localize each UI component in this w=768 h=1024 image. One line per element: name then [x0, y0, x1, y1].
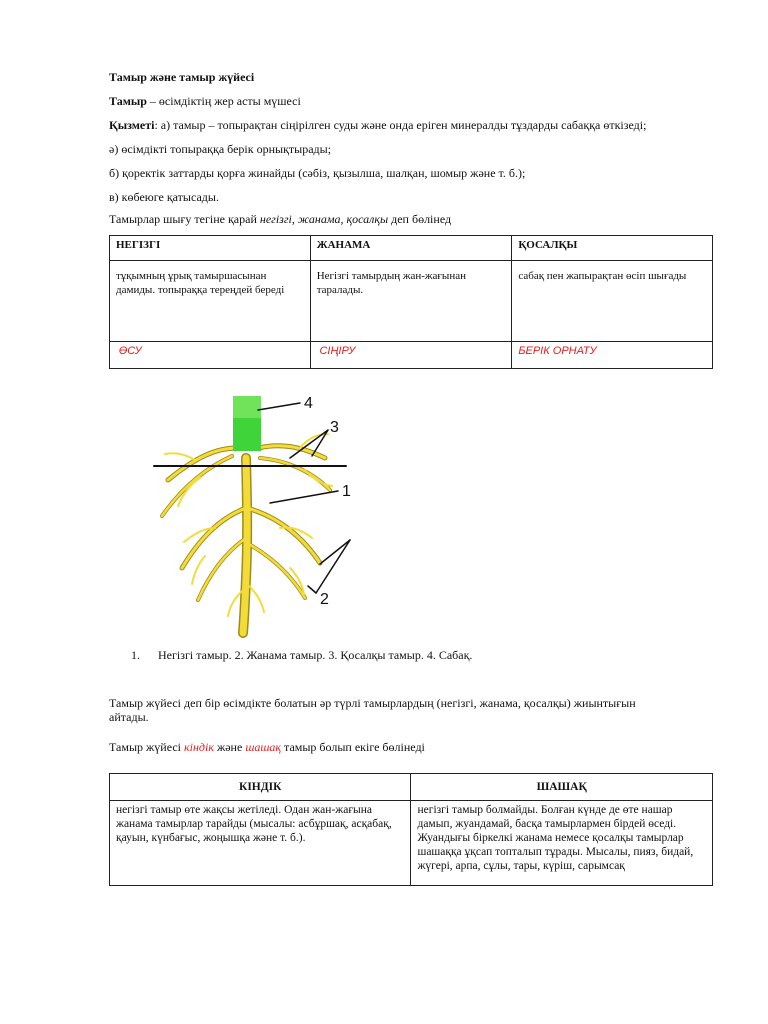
header-taproot: КІНДІК — [110, 774, 411, 801]
figure-label: 2 — [320, 591, 329, 608]
header-main: НЕГІЗГІ — [110, 236, 311, 261]
keyword-adventitious: қосалқы — [346, 212, 389, 226]
definition-term: Тамыр — [109, 94, 147, 108]
stem-highlight — [233, 396, 261, 418]
definition-line: айтады. — [109, 710, 149, 724]
keyword-taproot: кіндік — [184, 740, 214, 754]
cell-taproot: негізгі тамыр өте жақсы жетіледі. Одан жан-жағына жанама тамырлар тарайды (мысалы: асбұршақ, асқабақ, қауын, күнбағыс, жоңышқа және т. б.). — [110, 801, 411, 886]
keyword-fibrous: шашақ — [245, 740, 282, 754]
table-row — [110, 801, 713, 886]
header-fibrous: ШАШАҚ — [411, 774, 713, 801]
function-text: : а) тамыр – топырақтан сіңірілген суды және онда еріген минералды тұздарды сабаққа өткізеді; — [154, 118, 647, 132]
cell-adventitious-function — [512, 342, 713, 369]
cell-main-desc: тұқымның ұрық тамыршасынан дамиды. топыраққа тереңдей береді — [110, 261, 311, 342]
cell-main-function — [110, 342, 311, 369]
table-header-row — [110, 774, 713, 801]
caption-text: Негізгі тамыр. 2. Жанама тамыр. 3. Қосалқы тамыр. 4. Сабақ. — [158, 648, 473, 662]
function-keyword: БЕРІК ОРНАТУ — [518, 345, 597, 357]
function-term: Қызметі — [109, 118, 155, 132]
root-system-diagram — [140, 388, 380, 638]
definition-line — [109, 94, 301, 108]
intro-text-end: деп бөлінед — [388, 212, 452, 226]
separator: , — [291, 212, 298, 226]
function-keyword: СІҢІРУ — [319, 345, 356, 357]
figure-caption — [131, 648, 472, 663]
keyword-main: негізгі — [259, 212, 292, 226]
root-fill — [162, 434, 332, 633]
figure-label: 4 — [304, 395, 313, 412]
separator: , — [340, 212, 347, 226]
table-row — [110, 261, 713, 342]
figure-label: 1 — [342, 483, 351, 500]
function-item: ә) өсімдікті топыраққа берік орнықтырады; — [109, 142, 332, 156]
function-keyword: ӨСУ — [118, 345, 142, 357]
function-item: в) көбеюге қатысады. — [109, 190, 219, 204]
caption-number: 1. — [131, 648, 140, 662]
cell-lateral-desc: Негізгі тамырдың жан-жағынан таралады. — [310, 261, 512, 342]
system-types-intro — [109, 740, 425, 754]
header-adventitious: ҚОСАЛҚЫ — [512, 236, 713, 261]
definition-text: – өсімдіктің жер асты мүшесі — [146, 94, 301, 108]
intro-text-end: тамыр болып екіге бөлінеді — [281, 740, 425, 754]
cell-lateral-function — [310, 342, 512, 369]
cell-adventitious-desc: сабақ пен жапырақтан өсіп шығады — [512, 261, 713, 342]
function-line — [109, 118, 646, 132]
roots-illustration — [154, 395, 351, 633]
header-lateral: ЖАНАМА — [310, 236, 512, 261]
figure-label: 3 — [330, 419, 339, 436]
table-header-row — [110, 236, 713, 261]
definition-line: Тамыр жүйесі деп бір өсімдікте болатын әр түрлі тамырлардың (негізгі, жанама, қосалқы) жиынтығын — [109, 696, 636, 710]
root-system-definition — [109, 696, 713, 724]
root-system-table — [109, 773, 713, 886]
intro-text: Тамырлар шығу тегіне қарай — [109, 212, 260, 226]
page-title: Тамыр және тамыр жүйесі — [109, 70, 255, 84]
keyword-lateral: жанама — [297, 212, 341, 226]
intro-text: және — [213, 740, 246, 754]
classification-intro — [109, 212, 451, 226]
function-item: б) қоректік заттарды қорға жинайды (сәбіз, қызылша, шалқан, шомыр және т. б.); — [109, 166, 526, 180]
intro-text: Тамыр жүйесі — [109, 740, 185, 754]
table-row — [110, 342, 713, 369]
root-types-table — [109, 235, 713, 369]
cell-fibrous: негізгі тамыр болмайды. Болған күнде де өте нашар дамып, жуандамай, басқа тамырлармен бірдей өседі. Жуандығы біркелкі жанама немесе қосалқы тамырлар шашаққа ұқсап топталып тұрады. Мысалы, пияз, бидай, жүгері, арпа, сұлы, тары, күріш, сарымсақ — [411, 801, 713, 886]
